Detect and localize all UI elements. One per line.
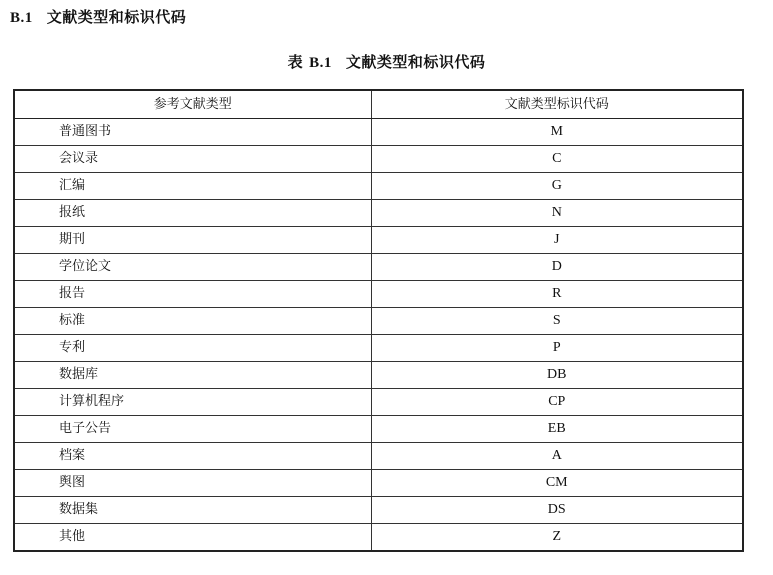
caption-title: 文献类型和标识代码 — [345, 53, 486, 71]
document-type-cell: 标准 — [14, 308, 371, 335]
type-code-cell: M — [371, 119, 743, 146]
caption-number: B.1 — [309, 55, 332, 71]
table-row — [14, 308, 743, 335]
type-code-cell: R — [371, 281, 743, 308]
document-type-cell: 会议录 — [14, 146, 371, 173]
document-type-cell: 报告 — [14, 281, 371, 308]
type-code-cell: N — [371, 200, 743, 227]
table-row — [14, 119, 743, 146]
section-title: 文献类型和标识代码 — [46, 8, 187, 26]
table-row — [14, 416, 743, 443]
table-row — [14, 254, 743, 281]
section-number: B.1 — [10, 10, 33, 26]
document-type-cell: 电子公告 — [14, 416, 371, 443]
table-row — [14, 173, 743, 200]
table-header-row — [14, 90, 743, 119]
type-code-cell: CP — [371, 389, 743, 416]
document-type-cell: 数据集 — [14, 497, 371, 524]
type-code-cell: CM — [371, 470, 743, 497]
type-code-cell: G — [371, 173, 743, 200]
type-code-cell: Z — [371, 524, 743, 552]
type-code-cell: P — [371, 335, 743, 362]
header-document-type: 参考文献类型 — [14, 90, 371, 119]
table-row — [14, 281, 743, 308]
type-code-cell: EB — [371, 416, 743, 443]
type-code-cell: S — [371, 308, 743, 335]
type-code-cell: C — [371, 146, 743, 173]
table-caption — [0, 51, 773, 72]
header-type-code: 文献类型标识代码 — [371, 90, 743, 119]
type-code-cell: J — [371, 227, 743, 254]
document-type-cell: 其他 — [14, 524, 371, 552]
table-row — [14, 389, 743, 416]
document-type-cell: 舆图 — [14, 470, 371, 497]
document-type-cell: 计算机程序 — [14, 389, 371, 416]
document-type-cell: 数据库 — [14, 362, 371, 389]
document-type-table — [13, 89, 744, 552]
table-row — [14, 146, 743, 173]
document-type-cell: 报纸 — [14, 200, 371, 227]
table-row — [14, 335, 743, 362]
table-row — [14, 443, 743, 470]
table-row — [14, 470, 743, 497]
document-type-cell: 普通图书 — [14, 119, 371, 146]
section-heading — [10, 6, 186, 27]
document-type-cell: 期刊 — [14, 227, 371, 254]
caption-prefix: 表 — [287, 53, 304, 71]
document-type-cell: 专利 — [14, 335, 371, 362]
type-code-cell: A — [371, 443, 743, 470]
document-type-cell: 学位论文 — [14, 254, 371, 281]
document-type-cell: 汇编 — [14, 173, 371, 200]
document-type-cell: 档案 — [14, 443, 371, 470]
table-row — [14, 497, 743, 524]
type-code-cell: D — [371, 254, 743, 281]
table-row — [14, 362, 743, 389]
table-row — [14, 524, 743, 552]
table-row — [14, 200, 743, 227]
type-code-cell: DB — [371, 362, 743, 389]
type-code-cell: DS — [371, 497, 743, 524]
table-row — [14, 227, 743, 254]
